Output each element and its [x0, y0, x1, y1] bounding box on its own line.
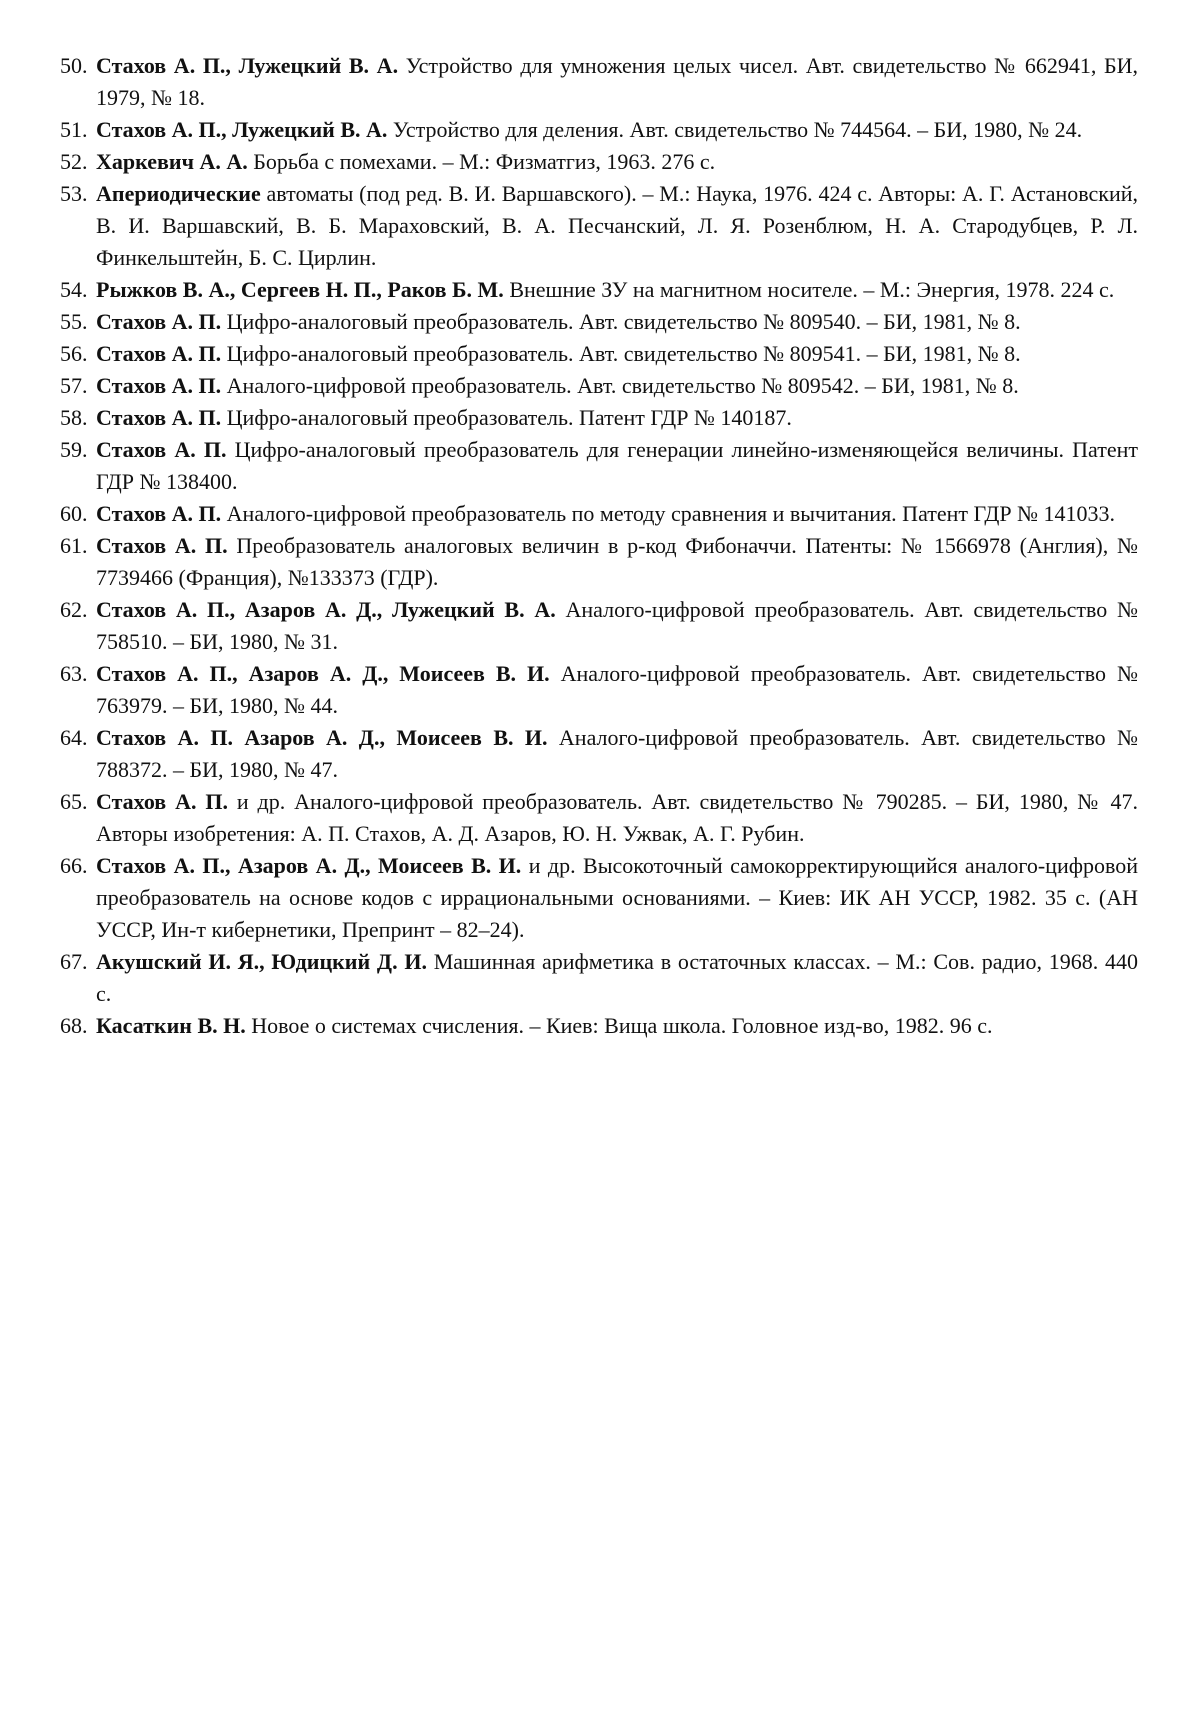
reference-item [60, 178, 1138, 274]
reference-authors: Апериодические [96, 181, 261, 206]
reference-number: 56. [60, 341, 88, 366]
reference-item [60, 114, 1138, 146]
reference-details: Цифро-аналоговый преобразователь. Авт. свидетельство № 809540. – БИ, 1981, № 8. [221, 309, 1021, 334]
reference-item [60, 498, 1138, 530]
reference-number: 62. [60, 597, 88, 622]
reference-body [96, 146, 1138, 178]
reference-number: 65. [60, 789, 88, 814]
reference-number: 59. [60, 437, 88, 462]
reference-details: Аналого-цифровой преобразователь. Авт. свидетельство № 788372. – БИ, 1980, № 47. [96, 725, 1138, 782]
reference-body [96, 946, 1138, 1010]
reference-number: 51. [60, 117, 88, 142]
reference-body [96, 594, 1138, 658]
reference-details: и др. Высокоточный самокорректирующийся аналого-цифровой преобразователь на основе кодов с иррациональными основаниями. – Киев: ИК АН УССР, 1982. 35 с. (АН УССР, Ин-т кибернетики, Препринт – 82–24). [96, 853, 1138, 942]
reference-body [96, 1010, 1138, 1042]
reference-item [60, 946, 1138, 1010]
reference-number: 53. [60, 181, 88, 206]
reference-details: Цифро-аналоговый преобразователь. Патент ГДР № 140187. [221, 405, 792, 430]
reference-body [96, 498, 1138, 530]
reference-details: Цифро-аналоговый преобразователь для генерации линейно-изменяющейся величины. Патент ГДР № 138400. [96, 437, 1138, 494]
reference-number: 52. [60, 149, 88, 174]
reference-authors: Стахов А. П., Азаров А. Д., Моисеев В. И. [96, 853, 522, 878]
reference-body [96, 850, 1138, 946]
reference-body [96, 658, 1138, 722]
reference-number: 60. [60, 501, 88, 526]
reference-authors: Стахов А. П. [96, 533, 228, 558]
reference-authors: Стахов А. П. [96, 341, 222, 366]
reference-details: Внешние ЗУ на магнитном носителе. – М.: Энергия, 1978. 224 с. [503, 277, 1115, 302]
reference-details: автоматы (под ред. В. И. Варшавского). – М.: Наука, 1976. 424 с. Авторы: А. Г. Астановский, В. И. Варшавский, В. Б. Мараховский, В. А. Песчанский, Л. Я. Розенблюм, Н. А. Стародубцев, Р. Л. Финкельштейн, Б. С. Цирлин. [96, 181, 1138, 270]
reference-item [60, 786, 1138, 850]
reference-number: 58. [60, 405, 88, 430]
reference-details: Аналого-цифровой преобразователь по методу сравнения и вычитания. Патент ГДР № 141033. [221, 501, 1116, 526]
reference-item [60, 850, 1138, 946]
reference-authors: Рыжков В. А., Сергеев Н. П., Раков Б. М. [96, 277, 504, 302]
reference-authors: Стахов А. П. [96, 501, 222, 526]
reference-item [60, 306, 1138, 338]
reference-item [60, 274, 1138, 306]
reference-number: 63. [60, 661, 88, 686]
reference-authors: Стахов А. П. [96, 437, 227, 462]
reference-item [60, 338, 1138, 370]
reference-item [60, 370, 1138, 402]
reference-body [96, 50, 1138, 114]
reference-item [60, 1010, 1138, 1042]
reference-number: 61. [60, 533, 88, 558]
reference-body [96, 786, 1138, 850]
reference-details: Аналого-цифровой преобразователь. Авт. свидетельство № 809542. – БИ, 1981, № 8. [221, 373, 1019, 398]
reference-item [60, 594, 1138, 658]
reference-item [60, 722, 1138, 786]
reference-details: Преобразователь аналоговых величин в p-код Фибоначчи. Патенты: № 1566978 (Англия), № 7739466 (Франция), №133373 (ГДР). [96, 533, 1138, 590]
reference-number: 64. [60, 725, 88, 750]
reference-body [96, 114, 1138, 146]
reference-authors: Стахов А. П. [96, 789, 228, 814]
reference-details: Новое о системах счисления. – Киев: Вища школа. Головное изд-во, 1982. 96 с. [245, 1013, 993, 1038]
reference-list [60, 50, 1138, 1042]
reference-authors: Стахов А. П. [96, 309, 222, 334]
reference-body [96, 370, 1138, 402]
reference-authors: Стахов А. П., Азаров А. Д., Лужецкий В. А. [96, 597, 556, 622]
reference-item [60, 146, 1138, 178]
reference-details: Устройство для умножения целых чисел. Авт. свидетельство № 662941, БИ, 1979, № 18. [96, 53, 1138, 110]
reference-item [60, 434, 1138, 498]
reference-details: и др. Аналого-цифровой преобразователь. Авт. свидетельство № 790285. – БИ, 1980, № 47. Авторы изобретения: А. П. Стахов, А. Д. Азаров, Ю. Н. Ужвак, А. Г. Рубин. [96, 789, 1139, 846]
reference-details: Машинная арифметика в остаточных классах. – М.: Сов. радио, 1968. 440 с. [96, 949, 1138, 1006]
reference-number: 68. [60, 1013, 88, 1038]
bibliography-page [60, 50, 1138, 1042]
reference-authors: Стахов А. П., Азаров А. Д., Моисеев В. И. [96, 661, 550, 686]
reference-number: 57. [60, 373, 88, 398]
reference-item [60, 50, 1138, 114]
reference-body [96, 274, 1138, 306]
reference-authors: Касаткин В. Н. [96, 1013, 246, 1038]
reference-number: 67. [60, 949, 88, 974]
reference-details: Цифро-аналоговый преобразователь. Авт. свидетельство № 809541. – БИ, 1981, № 8. [221, 341, 1021, 366]
reference-number: 55. [60, 309, 88, 334]
reference-body [96, 722, 1138, 786]
reference-number: 66. [60, 853, 88, 878]
reference-number: 50. [60, 53, 88, 78]
reference-body [96, 402, 1138, 434]
reference-body [96, 338, 1138, 370]
reference-details: Аналого-цифровой преобразователь. Авт. свидетельство № 763979. – БИ, 1980, № 44. [96, 661, 1138, 718]
reference-authors: Стахов А. П. [96, 405, 222, 430]
reference-body [96, 530, 1138, 594]
reference-item [60, 402, 1138, 434]
reference-item [60, 658, 1138, 722]
reference-item [60, 530, 1138, 594]
reference-authors: Харкевич А. А. [96, 149, 248, 174]
reference-authors: Стахов А. П. Азаров А. Д., Моисеев В. И. [96, 725, 548, 750]
reference-details: Борьба с помехами. – М.: Физматгиз, 1963. 276 с. [247, 149, 716, 174]
reference-body [96, 434, 1138, 498]
reference-authors: Стахов А. П., Лужецкий В. А. [96, 53, 399, 78]
reference-body [96, 178, 1138, 274]
reference-authors: Акушский И. Я., Юдицкий Д. И. [96, 949, 427, 974]
reference-details: Устройство для деления. Авт. свидетельство № 744564. – БИ, 1980, № 24. [387, 117, 1083, 142]
reference-body [96, 306, 1138, 338]
reference-details: Аналого-цифровой преобразователь. Авт. свидетельство № 758510. – БИ, 1980, № 31. [96, 597, 1138, 654]
reference-authors: Стахов А. П. [96, 373, 222, 398]
reference-authors: Стахов А. П., Лужецкий В. А. [96, 117, 388, 142]
reference-number: 54. [60, 277, 88, 302]
